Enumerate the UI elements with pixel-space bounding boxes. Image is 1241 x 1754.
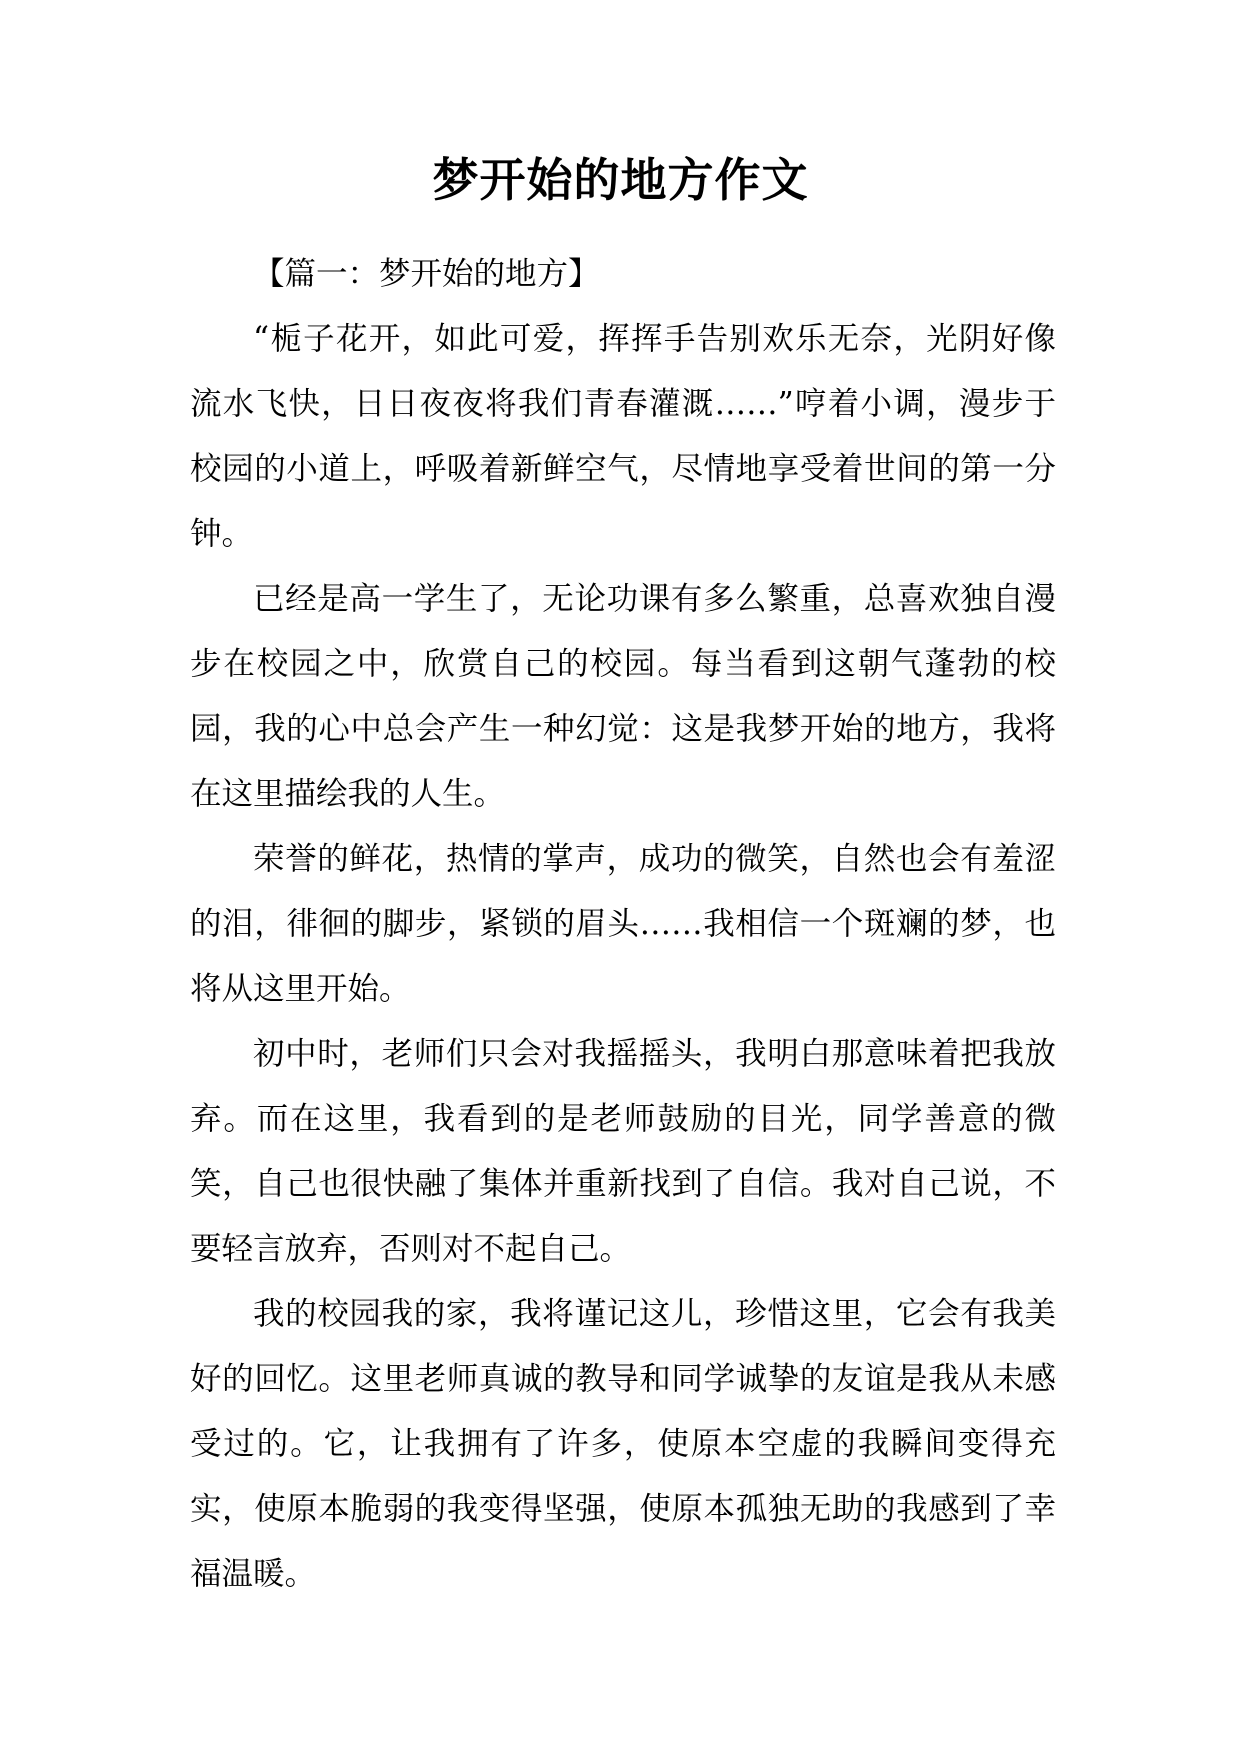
paragraph-5: 我的校园我的家，我将谨记这儿，珍惜这里，它会有我美好的回忆。这里老师真诚的教导和同学诚挚的友谊是我从未感受过的。它，让我拥有了许多，使原本空虚的我瞬间变得充实，使原本脆弱的我变得坚强，使原本孤独无助的我感到了幸福温暖。 bbox=[190, 1296, 1056, 1592]
document-title: 梦开始的地方作文 bbox=[432, 153, 809, 207]
paragraph-3: 荣誉的鲜花，热情的掌声，成功的微笑，自然也会有羞涩的泪，徘徊的脚步，紧锁的眉头……我相信一个斑斓的梦，也将从这里开始。 bbox=[190, 841, 1056, 1007]
paragraph-2: 已经是高一学生了，无论功课有多么繁重，总喜欢独自漫步在校园之中，欣赏自己的校园。每当看到这朝气蓬勃的校园，我的心中总会产生一种幻觉：这是我梦开始的地方，我将在这里描绘我的人生。 bbox=[190, 581, 1056, 812]
document-body bbox=[190, 242, 1056, 1607]
section-heading: 【篇一：梦开始的地方】 bbox=[253, 256, 600, 292]
paragraph-1: “栀子花开，如此可爱，挥挥手告别欢乐无奈，光阴好像流水飞快，日日夜夜将我们青春灌溉……”哼着小调，漫步于校园的小道上，呼吸着新鲜空气，尽情地享受着世间的第一分钟。 bbox=[190, 321, 1056, 552]
paragraph-4: 初中时，老师们只会对我摇摇头，我明白那意味着把我放弃。而在这里，我看到的是老师鼓励的目光，同学善意的微笑，自己也很快融了集体并重新找到了自信。我对自己说，不要轻言放弃，否则对不起自己。 bbox=[190, 1036, 1056, 1267]
